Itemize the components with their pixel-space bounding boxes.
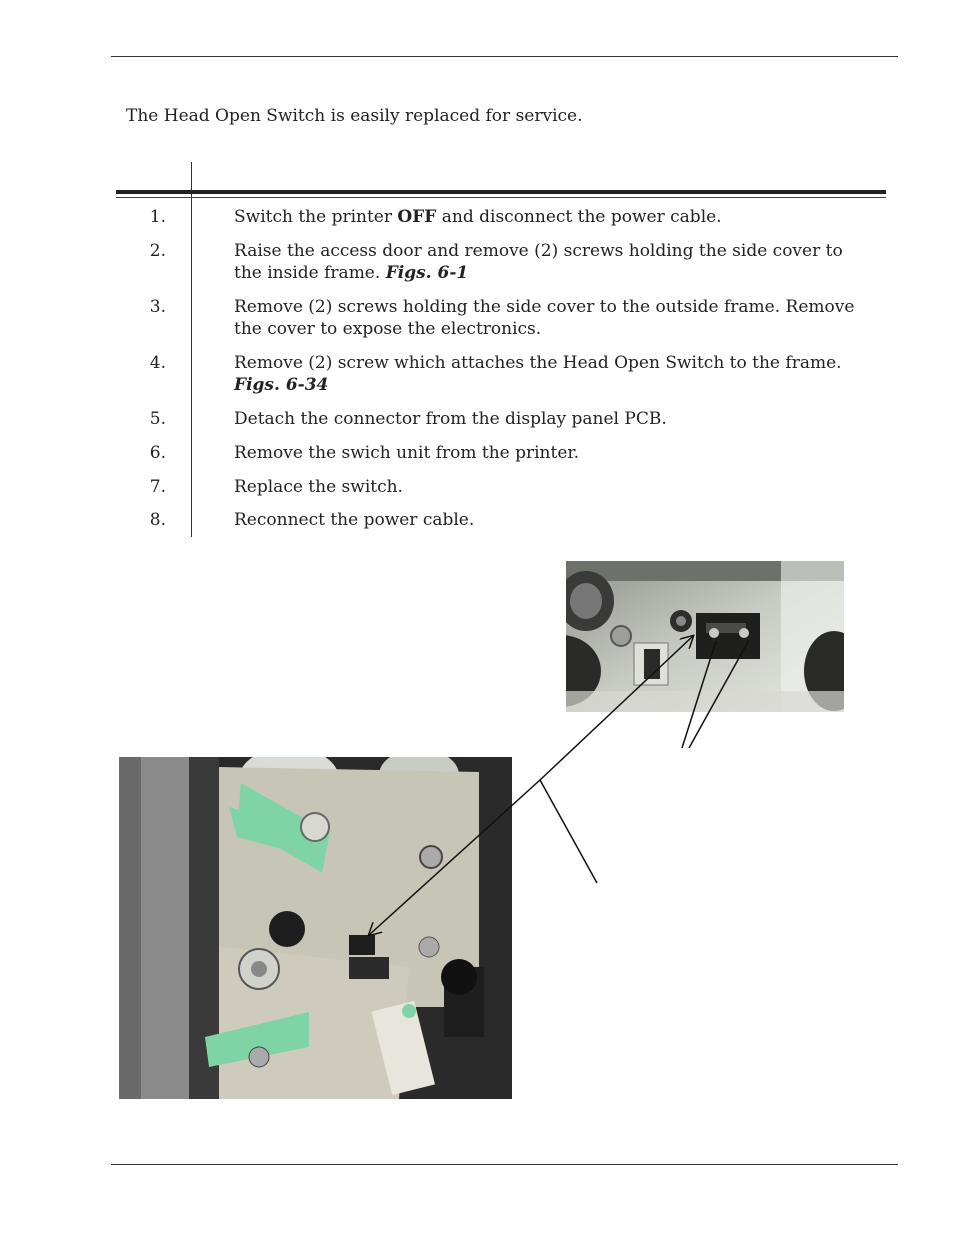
step-number: 1.	[149, 207, 166, 227]
step-number: 8.	[149, 510, 166, 530]
procedure-table	[116, 162, 886, 537]
step-number: 7.	[149, 477, 166, 497]
step-text: Remove (2) screws holding the side cover to the outside frame. Remove the cover to expose the electronics.	[234, 297, 855, 339]
column-divider	[191, 162, 192, 537]
step-text: Detach the connector from the display panel PCB.	[234, 409, 667, 429]
step-number: 2.	[149, 241, 166, 261]
step-number: 4.	[149, 353, 166, 373]
callout-line	[540, 780, 597, 883]
step-text: Remove (2) screw which attaches the Head Open Switch to the frame. Figs. 6-34	[234, 353, 842, 395]
figure-reference: Figs. 6-1	[385, 263, 469, 283]
step-text: Raise the access door and remove (2) screws holding the side cover to the inside frame. Figs. 6-1	[234, 241, 843, 283]
figure-reference: Figs. 6-34	[234, 375, 329, 395]
step-number: 5.	[149, 409, 166, 429]
footer-rule	[111, 1164, 898, 1165]
step-number: 6.	[149, 443, 166, 463]
step-text: Switch the printer OFF and disconnect the power cable.	[234, 207, 722, 227]
step-text: Reconnect the power cable.	[234, 510, 475, 530]
printer-mechanism-photo	[119, 757, 512, 1099]
header-rule	[111, 56, 898, 57]
step-number: 3.	[149, 297, 166, 317]
step-text: Replace the switch.	[234, 477, 403, 497]
switch-closeup-photo	[566, 561, 844, 712]
step-emphasis: OFF	[397, 207, 437, 227]
intro-paragraph: The Head Open Switch is easily replaced for service.	[126, 106, 583, 126]
table-header-rule-thin	[116, 197, 886, 198]
step-text: Remove the swich unit from the printer.	[234, 443, 580, 463]
table-header-rule-thick	[116, 190, 886, 194]
